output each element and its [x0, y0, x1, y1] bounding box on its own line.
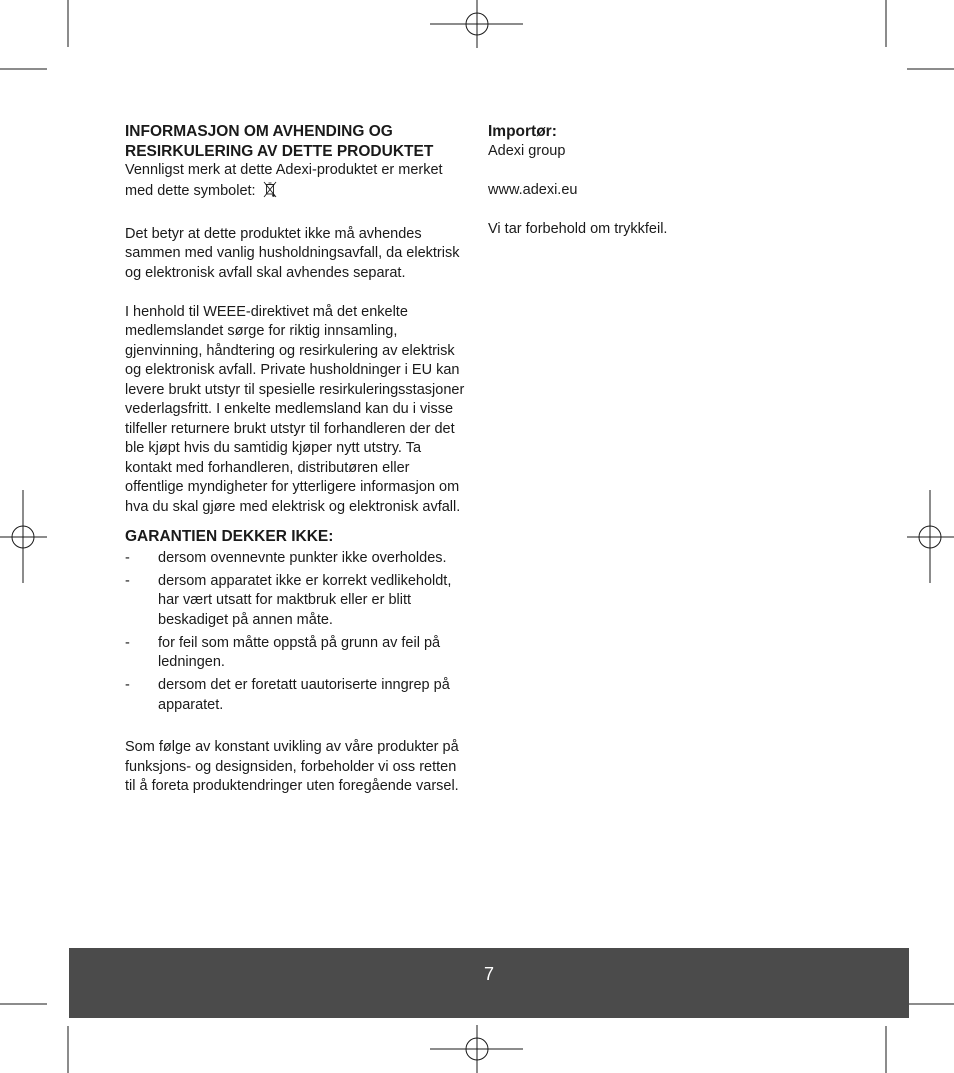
product-changes-paragraph: Som følge av konstant uvikling av våre produkter på funksjons- og designsiden, forbeholder vi oss retten til å foreta produktendringer uten foregående varsel. [125, 739, 459, 794]
page-number: 7 [483, 964, 494, 984]
bullet-dash: - [125, 677, 130, 693]
importer-website: www.adexi.eu [488, 181, 578, 198]
crossed-out-wheelie-bin-icon [263, 181, 277, 206]
list-item [125, 572, 470, 631]
disposal-heading: INFORMASJON OM AVHENDING OG RESIRKULERING AV DETTE PRODUKTET [125, 123, 434, 160]
separate-disposal-paragraph: Det betyr at dette produktet ikke må avhendes sammen med vanlig husholdningsavfall, da elektrisk og elektronisk avfall skal avhendes separat. [125, 225, 460, 281]
weee-intro-text: Vennligst merk at dette Adexi-produktet er merket med dette symbolet: [125, 162, 443, 199]
registration-mark-right [907, 490, 954, 583]
list-item-text: dersom apparatet ikke er korrekt vedlikeholdt, har vært utsatt for maktbruk eller er blitt beskadiget på annen måte. [158, 572, 452, 628]
list-item-text: dersom det er foretatt uautoriserte inngrep på apparatet. [158, 677, 450, 713]
list-item [125, 634, 470, 673]
weee-intro [125, 161, 470, 205]
bullet-dash: - [125, 549, 130, 566]
registration-mark-bottom [430, 1025, 523, 1073]
registration-mark-top [430, 0, 523, 48]
importer-heading: Importør: [488, 123, 557, 140]
bullet-dash: - [125, 634, 130, 651]
print-error-disclaimer: Vi tar forbehold om trykkfeil. [488, 220, 668, 237]
weee-directive-paragraph: I henhold til WEEE-direktivet må det enkelte medlemslandet sørge for riktig innsamling, gjenvinning, håndtering og resirkulering av elektrisk og elektronisk avfall. Private husholdninger i EU kan levere brukt utstyr til spesielle resirkuleringsstasjoner vederlagsfritt. I enkelte medlemsland kan du i visse tilfeller returnere brukt utstyr til forhandleren der det ble kjøpt hvis du samtidig kjøper nytt utstry. Ta kontakt med forhandleren, distributøren eller offentlige myndigheter for ytterligere informasjon om hva du skal gjøre med elektrisk og elektronisk avfall. [125, 303, 465, 515]
registration-mark-left [0, 490, 47, 583]
bullet-dash: - [125, 572, 130, 589]
list-item [125, 676, 470, 715]
importer-company: Adexi group [488, 142, 566, 159]
left-column [125, 122, 470, 797]
warranty-exclusions-list [125, 549, 470, 716]
footer-bar [69, 948, 909, 1018]
list-item-text: for feil som måtte oppstå på grunn av feil på ledningen. [158, 634, 441, 670]
list-item-text: dersom ovennevnte punkter ikke overholdes. [158, 549, 447, 566]
warranty-section [125, 527, 470, 715]
right-column [488, 122, 788, 239]
list-item [125, 549, 470, 569]
warranty-heading: GARANTIEN DEKKER IKKE: [125, 528, 334, 545]
